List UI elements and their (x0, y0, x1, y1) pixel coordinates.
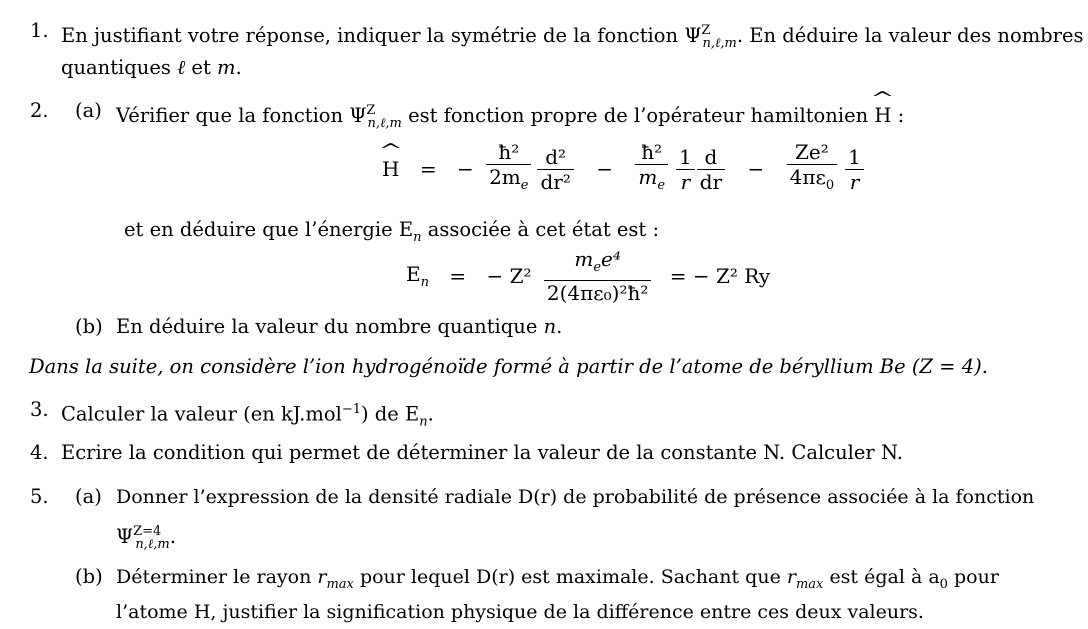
part-label: (a) (75, 485, 102, 508)
question-number: 3. (30, 398, 49, 421)
question-2-deduce: et en déduire que l’énergie $E_n$ associée à cet état est : (124, 218, 660, 245)
fraction: $\frac{d}{dr}$ (697, 145, 725, 194)
italic-note: Dans la suite, on considère l’ion hydrogénoïde formé à partir de l’atome de béryllium Be (Z = 4). (29, 355, 988, 378)
energy-equation: $E_n$ = − Z² $\frac{m_ee^4}{\text{2(4πε₀)²ħ²}}$ = − Z² Ry (406, 247, 771, 305)
psi-z4: $\Psi^{Z=4}_{n,\ell,m}$. (116, 524, 176, 552)
exercise-page: 1. En justifiant votre réponse, indiquer la symétrie de la fonction $\Psi^Z_{n,\ell,m}$. En déduire la valeur des nombres quantiques ℓ et m. 2. (a) Vérifier que la fonction $\Psi^Z_{n,\ell,m}$ est fonction propre de l’opérateur hamiltonien ^ H : ^ H = − $\frac{\text{ħ²}}{2m_e}$ $\frac{\text{d²}}{\text{dr²}}$ − $\frac{\text{ħ²}}{m_e}$ $\frac{1}{r}$ $\frac{d}{dr}$ − $\frac{\text{Ze²}}{4\pi\varepsilon_0}$ $\frac{1}{r}$ et en déduire que l’énergie $E_n$ associée à cet état est : $E_n$ = − Z² $\frac{m_ee^4}{\text{2(4πε₀)²ħ²}}$ = − Z² Ry (b) En déduire la valeur du nombre quantique n. Dans la suite, on considère l’ion hydrogénoïde formé à partir de l’atome de béryllium Be (Z = 4). 3. Calculer la valeur (en kJ.mol$^{-1}$) de $E_n$. 4. Ecrire la condition qui permet de déterminer la valeur de la constante N. Calculer N. 5. (a) Donner l’expression de la densité radiale D(r) de probabilité de présence associée à la fonction $\Psi^{Z=4}_{n,\ell,m}$. (b) Déterminer le rayon $r_{max}$ pour lequel D(r) est maximale. Sachant que $r_{max}$ est égal à $a_0$ pour l’atome H, justifier la signification physique de la différence entre ces deux valeurs. (0, 0, 1088, 629)
part-label: (a) (75, 99, 102, 122)
question-1-line-2: quantiques ℓ et m. (61, 56, 242, 79)
question-text: En justifiant votre réponse, indiquer la symétrie de la fonction (61, 24, 679, 47)
part-label: (b) (75, 315, 103, 338)
fraction: $\frac{1}{r}$ (676, 145, 695, 194)
question-number: 2. (30, 99, 49, 122)
question-number: 4. (30, 441, 49, 464)
psi-symbol: $\Psi^Z_{n,\ell,m}$ (684, 23, 737, 51)
question-5b-line-2: l’atome H, justifier la signification physique de la différence entre ces deux valeurs. (116, 601, 924, 623)
hamiltonian-equation: ^ H = − $\frac{\text{ħ²}}{2m_e}$ $\frac{\text{d²}}{\text{dr²}}$ − $\frac{\text{ħ²}}{m_e}$ $\frac{1}{r}$ $\frac{d}{dr}$ − $\frac{\text{Ze²}}{4\pi\varepsilon_0}$ $\frac{1}{r}$ (382, 140, 870, 198)
fraction: $\frac{\text{ħ²}}{m_e}$ (635, 140, 668, 198)
fraction: $\frac{\text{d²}}{\text{dr²}}$ (537, 145, 573, 194)
fraction: $\frac{\text{ħ²}}{2m_e}$ (486, 140, 531, 198)
question-number: 1. (30, 19, 49, 42)
part-label: (b) (75, 565, 103, 588)
question-number: 5. (30, 485, 49, 508)
fraction: $\frac{1}{r}$ (845, 145, 864, 194)
question-text: Ecrire la condition qui permet de déterminer la valeur de la constante N. Calculer N. (61, 441, 903, 464)
hamiltonian-operator: ^ H (874, 103, 891, 129)
fraction: $\frac{m_ee^4}{\text{2(4πε₀)²ħ²}}$ (544, 247, 652, 305)
question-text: Vérifier que la fonction (116, 104, 344, 127)
question-text: Donner l’expression de la densité radiale D(r) de probabilité de présence associée à la fonction (116, 486, 1035, 508)
fraction: $\frac{\text{Ze²}}{4\pi\varepsilon_0}$ (787, 140, 838, 198)
psi-symbol: $\Psi^Z_{n,\ell,m}$ (349, 103, 402, 131)
